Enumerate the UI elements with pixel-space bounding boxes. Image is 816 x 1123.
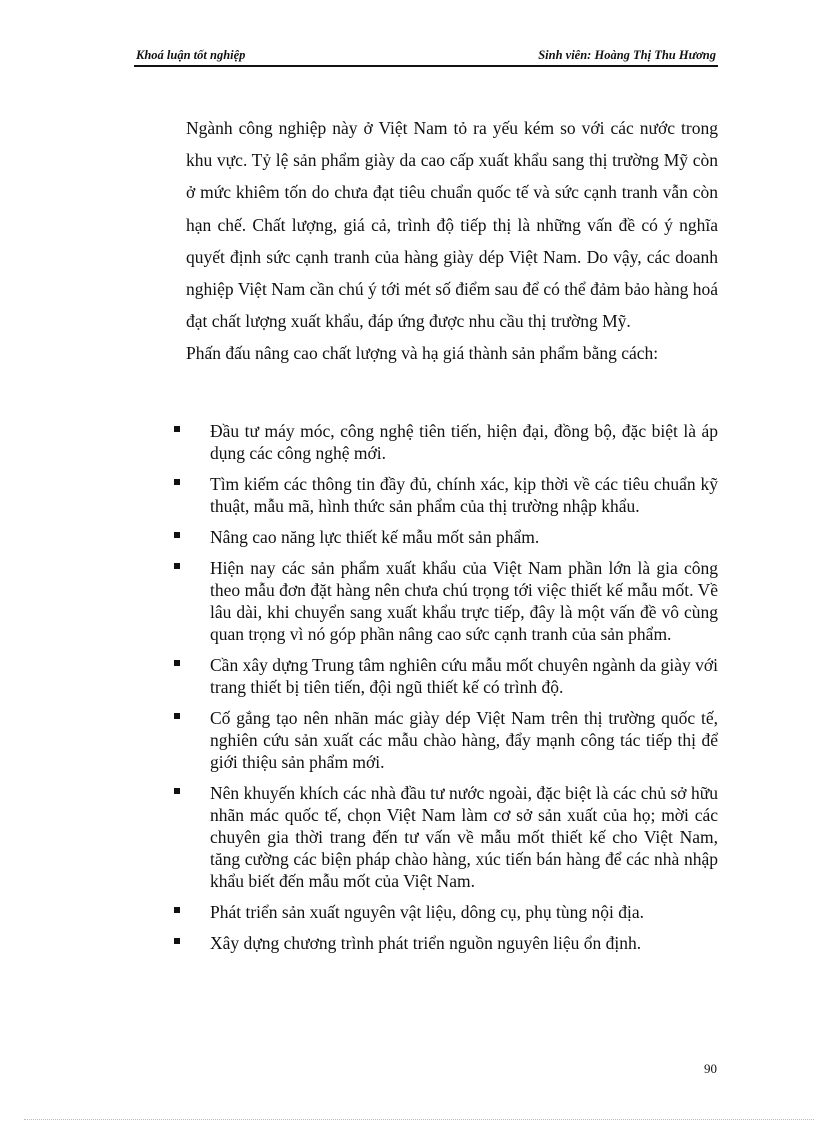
bullet-list — [172, 420, 718, 963]
square-bullet-icon — [174, 479, 180, 485]
square-bullet-icon — [174, 660, 180, 666]
list-item — [172, 932, 718, 954]
square-bullet-icon — [174, 713, 180, 719]
main-paragraph: Ngành công nghiệp này ở Việt Nam tỏ ra yếu kém so với các nước trong khu vực. Tỷ lệ sản phẩm giày da cao cấp xuất khẩu sang thị trường Mỹ còn ở mức khiêm tốn do chưa đạt tiêu chuẩn quốc tế và sức cạnh tranh vẫn còn hạn chế. Chất lượng, giá cả, trình độ tiếp thị là những vấn đề có ý nghĩa quyết định sức cạnh tranh của hàng giày dép Việt Nam. Do vậy, các doanh nghiệp Việt Nam cần chú ý tới mét số điểm sau để có thể đảm bảo hàng hoá đạt chất lượng xuất khẩu, đáp ứng được nhu cầu thị trường Mỹ. — [186, 118, 718, 332]
header-thesis-label: Khoá luận tốt nghiệp — [136, 48, 246, 62]
square-bullet-icon — [174, 563, 180, 569]
body-text — [186, 112, 718, 367]
list-item-text: Hiện nay các sản phẩm xuất khẩu của Việt Nam phần lớn là gia công theo mẫu đơn đặt hàng nên chưa chú trọng tới việc thiết kế mẫu mốt. Về lâu dài, khi chuyển sang xuất khẩu trực tiếp, đây là một vấn đề vô cùng quan trọng vì nó góp phần nâng cao sức cạnh tranh của sản phẩm. — [210, 558, 718, 644]
list-item — [172, 420, 718, 464]
square-bullet-icon — [174, 907, 180, 913]
list-item-text: Nên khuyến khích các nhà đầu tư nước ngoài, đặc biệt là các chủ sở hữu nhãn mác quốc tế, chọn Việt Nam làm cơ sở sản xuất của họ; mời các chuyên gia thời trang đến tư vấn về mẫu mốt thiết kế cho Việt Nam, tăng cường các biện pháp chào hàng, xúc tiến bán hàng để các nhà nhập khẩu biết đến mẫu mốt của Việt Nam. — [210, 783, 718, 891]
list-item — [172, 557, 718, 645]
list-item — [172, 526, 718, 548]
page-header — [134, 47, 718, 67]
list-item-text: Đầu tư máy móc, công nghệ tiên tiến, hiện đại, đồng bộ, đặc biệt là áp dụng các công nghệ mới. — [210, 421, 718, 463]
square-bullet-icon — [174, 788, 180, 794]
list-item-text: Xây dựng chương trình phát triển nguồn nguyên liệu ổn định. — [210, 933, 642, 953]
list-item — [172, 473, 718, 517]
list-intro: Phấn đấu nâng cao chất lượng và hạ giá thành sản phẩm bằng cách: — [186, 343, 659, 364]
list-item-text: Cố gắng tạo nên nhãn mác giày dép Việt Nam trên thị trường quốc tế, nghiên cứu sản xuất các mẫu chào hàng, đẩy mạnh công tác tiếp thị để giới thiệu sản phẩm mới. — [210, 708, 718, 772]
list-item-text: Nâng cao năng lực thiết kế mẫu mốt sản phẩm. — [210, 527, 540, 547]
header-student-name: Sinh viên: Hoàng Thị Thu Hương — [538, 48, 716, 62]
list-item — [172, 782, 718, 892]
list-item-text: Tìm kiếm các thông tin đầy đủ, chính xác, kịp thời về các tiêu chuẩn kỹ thuật, mẫu mã, hình thức sản phẩm của thị trường nhập khẩu. — [210, 474, 718, 516]
list-item-text: Cần xây dựng Trung tâm nghiên cứu mẫu mốt chuyên ngành da giày với trang thiết bị tiên tiến, đội ngũ thiết kế có trình độ. — [210, 655, 718, 697]
list-item — [172, 654, 718, 698]
list-item — [172, 901, 718, 923]
page-number: 90 — [704, 1061, 717, 1076]
list-item-text: Phát triển sản xuất nguyên vật liệu, dông cụ, phụ tùng nội địa. — [210, 902, 645, 922]
page-bottom-rule — [24, 1119, 814, 1120]
square-bullet-icon — [174, 938, 180, 944]
square-bullet-icon — [174, 532, 180, 538]
square-bullet-icon — [174, 426, 180, 432]
list-item — [172, 707, 718, 773]
